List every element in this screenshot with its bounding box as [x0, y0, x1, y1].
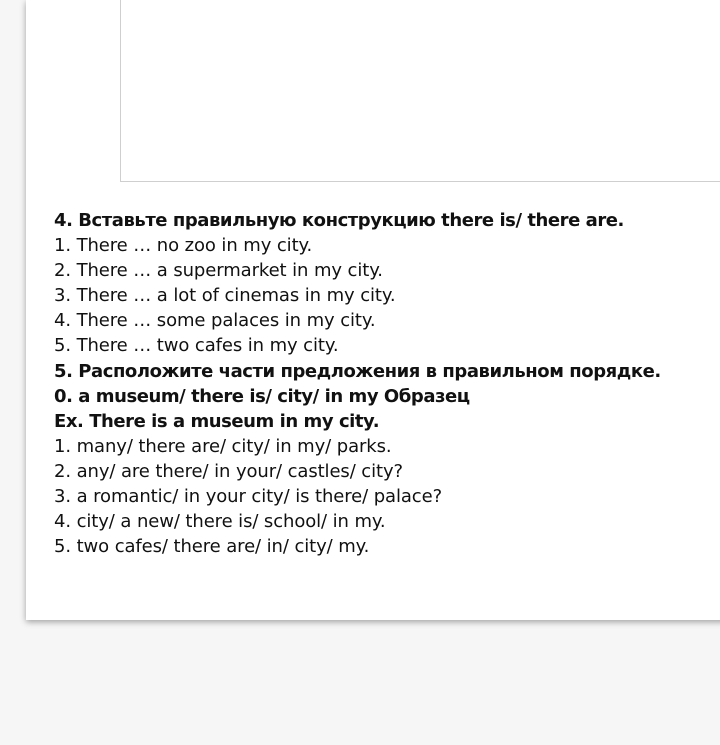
task5-sample-answer: Ex. There is a museum in my city.: [54, 410, 380, 432]
task5-item-3: 3. a romantic/ in your city/ is there/ palace?: [54, 486, 443, 508]
task4-item-2: 2. There … a supermarket in my city.: [54, 260, 383, 282]
task5-item-2: 2. any/ are there/ in your/ castles/ city?: [54, 460, 403, 482]
task5-heading: 5. Расположите части предложения в правильном порядке.: [54, 360, 661, 382]
document-page: [26, 0, 720, 620]
task4-item-1: 1. There … no zoo in my city.: [54, 235, 313, 257]
task4-item-3: 3. There … a lot of cinemas in my city.: [54, 285, 396, 307]
exercise-text: [54, 208, 714, 559]
task5-item-5: 5. two cafes/ there are/ in/ city/ my.: [54, 536, 370, 558]
task4-item-5: 5. There … two cafes in my city.: [54, 335, 339, 357]
task4-item-4: 4. There … some palaces in my city.: [54, 310, 376, 332]
task5-item-4: 4. city/ a new/ there is/ school/ in my.: [54, 511, 386, 533]
task5-item-1: 1. many/ there are/ city/ in my/ parks.: [54, 435, 392, 457]
image-placeholder-frame: [120, 0, 720, 182]
task5-sample-prompt: 0. a museum/ there is/ city/ in my Образец: [54, 385, 470, 407]
task4-heading: 4. Вставьте правильную конструкцию there is/ there are.: [54, 210, 624, 231]
